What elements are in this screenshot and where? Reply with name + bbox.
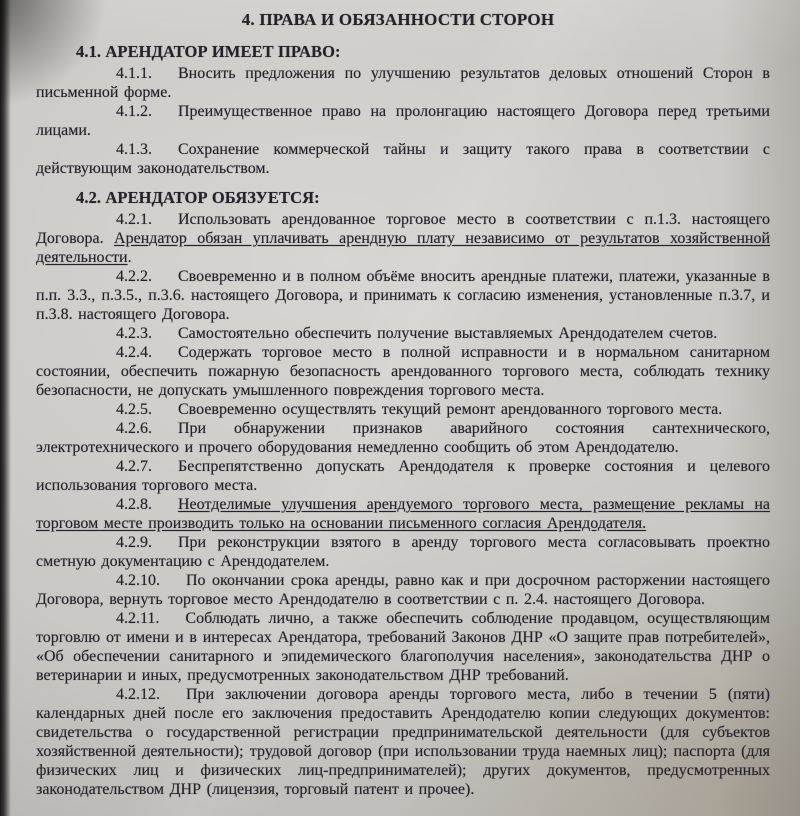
clause-4-2-6 <box>36 419 770 457</box>
clause-4-2-11 <box>36 609 770 685</box>
clause-number: 4.2.3. <box>116 325 152 342</box>
clause-number: 4.2.6. <box>116 420 152 437</box>
clause-text: Своевременно и в полном объёме вносить арендные платежи, платежи, указанные в п.п. 3.3., п.3.5., п.3.6. настоящего Договора, и принимать к согласию изменения, установленные п.3.7, и п.3.8. настоящего Договора. <box>36 268 770 323</box>
clause-number: 4.2.7. <box>116 458 152 475</box>
clause-number: 4.2.1. <box>116 211 152 228</box>
clause-text: Преимущественное право на пролонгацию настоящего Договора перед третьими лицами. <box>36 103 770 139</box>
clause-4-2-8 <box>36 495 770 533</box>
clause-4-2-2 <box>36 267 770 324</box>
clause-number: 4.1.2. <box>116 103 152 120</box>
underlined-clause-text: Арендатор обязан уплачивать арендную плату независимо от результатов хозяйственной деятельности <box>36 230 771 266</box>
clause-4-2-4 <box>36 343 770 400</box>
clause-number: 4.2.4. <box>116 344 152 361</box>
clause-text: Беспрепятственно допускать Арендодателя к проверке состояния и целевого использования торгового места. <box>36 458 770 494</box>
clause-number: 4.2.10. <box>116 572 160 589</box>
clause-text: Использовать арендованное торговое место в соответствии с п.1.3. настоящего Договора. <box>36 211 770 247</box>
clause-4-2-5 <box>36 400 770 419</box>
clause-text: По окончании срока аренды, равно как и при досрочном расторжении настоящего Договора, вернуть торговое место Арендодателю в соответствии с п. 2.4. настоящего Договора. <box>36 572 770 608</box>
clause-number: 4.2.2. <box>116 268 152 285</box>
clause-4-2-1 <box>36 210 770 267</box>
clause-number: 4.2.5. <box>116 401 152 418</box>
section-heading: 4.2. АРЕНДАТОР ОБЯЗУЕТСЯ: <box>76 188 320 207</box>
underlined-clause-text: Неотделимые улучшения арендуемого торгового места, размещение рекламы на торговом месте производить только на основании письменного согласия Арендодателя. <box>36 496 770 532</box>
clause-number: 4.1.1. <box>116 65 152 82</box>
clause-number: 4.2.8. <box>116 496 152 513</box>
clause-text: Содержать торговое место в полной исправности и в нормальном санитарном состоянии, обеспечить пожарную безопасность арендованного торгового места, соблюдать технику безопасности, не допускать умышленного повреждения торгового места. <box>36 344 770 399</box>
clause-text: Своевременно осуществлять текущий ремонт арендованного торгового места. <box>178 401 723 418</box>
clause-number: 4.2.12. <box>116 686 160 703</box>
clause-4-2-12 <box>36 685 770 799</box>
clause-text: Самостоятельно обеспечить получение выставляемых Арендодателем счетов. <box>178 325 718 342</box>
section-heading: 4.1. АРЕНДАТОР ИМЕЕТ ПРАВО: <box>76 42 341 61</box>
document-sections <box>36 42 770 799</box>
clause-4-1-2 <box>36 102 770 140</box>
clause-text: При обнаружении признаков аварийного состояния сантехнического, электротехнического и прочего оборудования немедленно сообщить об этом Арендодателю. <box>36 420 770 456</box>
clause-4-1-3 <box>36 140 770 178</box>
clause-4-2-3 <box>36 324 770 343</box>
clause-4-2-9 <box>36 533 770 571</box>
clause-number: 4.2.11. <box>116 610 160 627</box>
clause-text: При заключении договора аренды торгового места, либо в течении 5 (пяти) календарных дней после его заключения предоставить Арендодателю копии следующих документов: свидетельства о государственной регистрации предпринимательской деятельности (для субъектов хозяйственной деятельности); трудовой договор (при использовании труда наемных лиц); паспорта (для физических лиц и физических лиц-предпринимателей); других документов, предусмотренных законодательством ДНР (лицензия, торговый патент и прочее). <box>36 686 770 798</box>
clause-text: При реконструкции взятого в аренду торгового места согласовывать проектно сметную документацию с Арендодателем. <box>36 534 770 570</box>
clause-text: Сохранение коммерческой тайны и защиту такого права в соответствии с действующим законодательством. <box>36 141 770 177</box>
clause-text: Соблюдать лично, а также обеспечить соблюдение продавцом, осуществляющим торговлю от имени и в интересах Арендатора, требований Законов ДНР «О защите прав потребителей», «Об обеспечении санитарного и эпидемического благополучия населения», законодательства ДНР о ветеринарии и иных, предусмотренных законодательством ДНР требований. <box>36 610 770 684</box>
clause-4-2-7 <box>36 457 770 495</box>
clause-text: . <box>127 249 132 266</box>
document-title: 4. ПРАВА И ОБЯЗАННОСТИ СТОРОН <box>241 10 555 29</box>
clause-number: 4.2.9. <box>116 534 152 551</box>
clause-4-2-10 <box>36 571 770 609</box>
clause-4-1-1 <box>36 64 770 102</box>
clause-number: 4.1.3. <box>116 141 152 158</box>
clause-text: Вносить предложения по улучшению результатов деловых отношений Сторон в письменной форме. <box>36 65 770 101</box>
